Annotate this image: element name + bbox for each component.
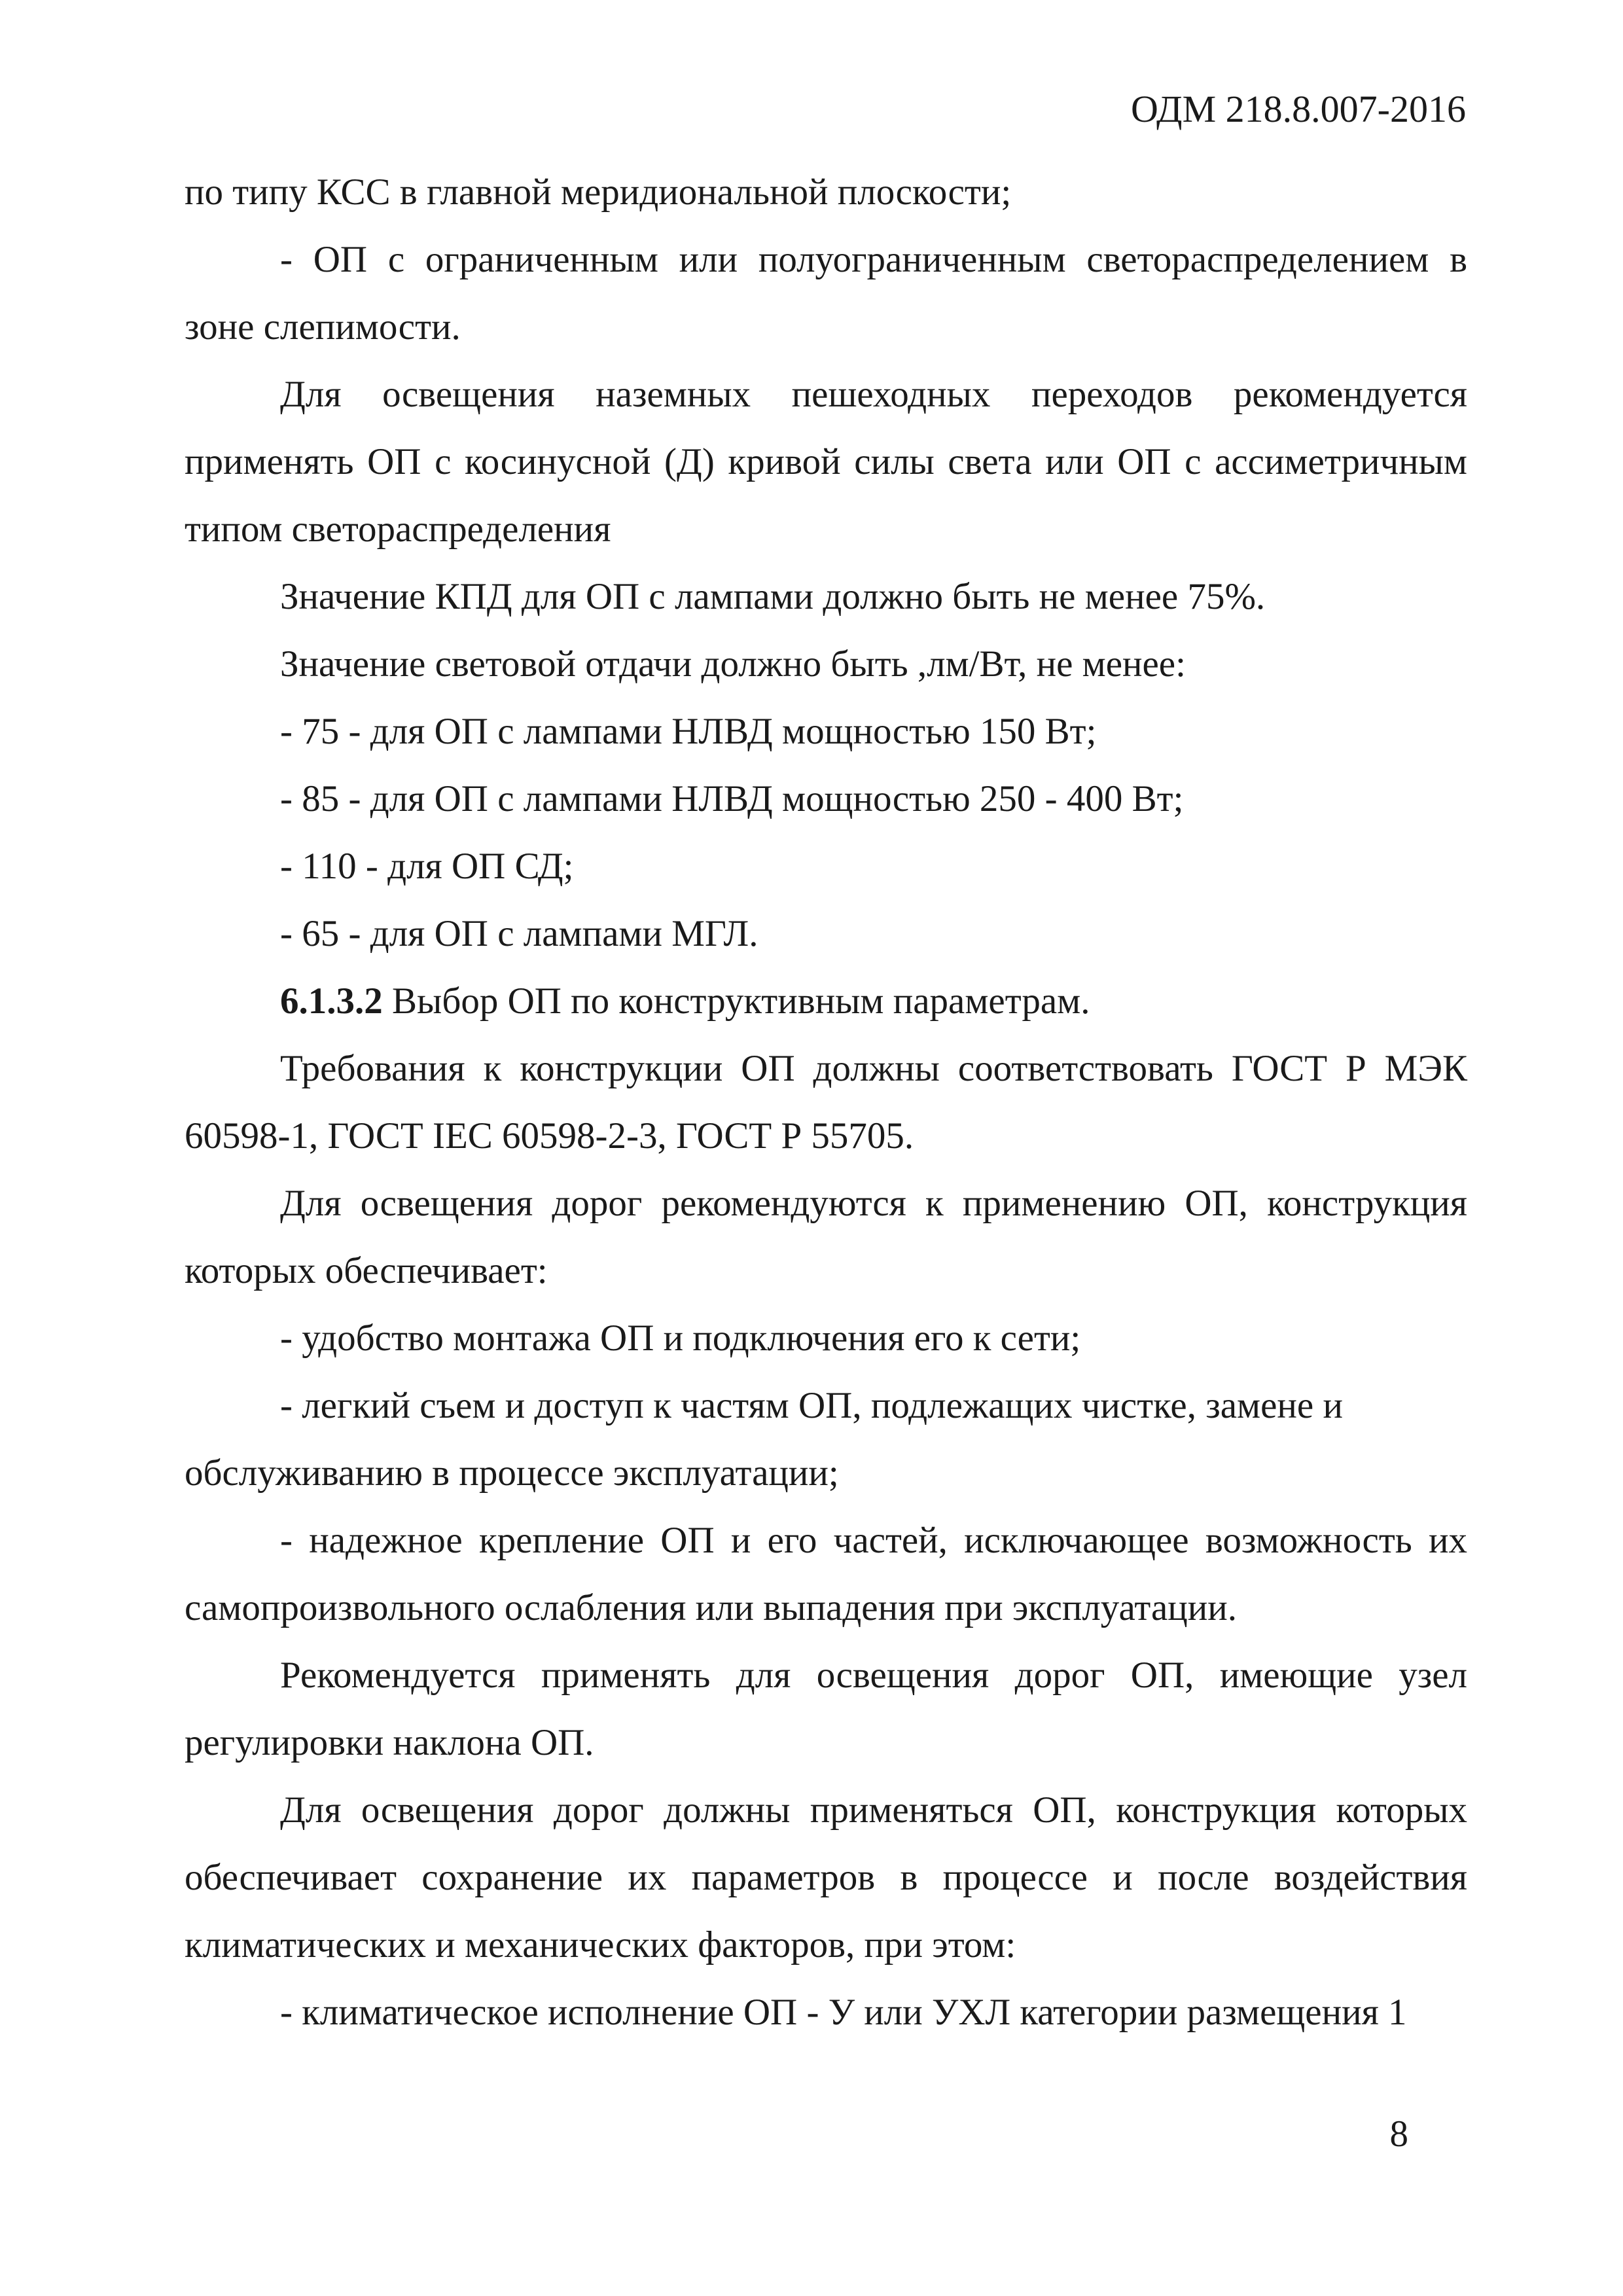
section-title: Выбор ОП по конструктивным параметрам. xyxy=(392,980,1090,1022)
text-line: применять ОП с косинусной (Д) кривой силы света или ОП с ассиметричным xyxy=(185,441,1467,482)
list-item: - 110 - для ОП СД; xyxy=(280,846,574,887)
document-code: ОДМ 218.8.007-2016 xyxy=(1131,88,1466,130)
page-body xyxy=(185,158,1467,2046)
text-line: 60598-1, ГОСТ IEC 60598-2-3, ГОСТ Р 55705. xyxy=(185,1115,914,1157)
section-heading xyxy=(185,967,1467,1035)
text-line: Рекомендуется применять для освещения дорог ОП, имеющие узел xyxy=(280,1655,1467,1696)
text-line: типом светораспределения xyxy=(185,509,611,550)
text-line: зоне слепимости. xyxy=(185,306,461,348)
list-item: - 85 - для ОП с лампами НЛВД мощностью 250 - 400 Вт; xyxy=(280,778,1184,819)
text-line: Значение световой отдачи должно быть ,лм/Вт, не менее: xyxy=(280,643,1186,685)
text-line: по типу КСС в главной меридиональной плоскости; xyxy=(185,171,1012,213)
list-item: - надежное крепление ОП и его частей, исключающее возможность их xyxy=(280,1520,1467,1561)
section-number: 6.1.3.2 xyxy=(280,980,383,1022)
text-line: обслуживанию в процессе эксплуатации; xyxy=(185,1452,839,1494)
list-item: - климатическое исполнение ОП - У или УХЛ категории размещения 1 xyxy=(280,1992,1407,2033)
text-line: Для освещения наземных пешеходных переходов рекомендуется xyxy=(280,374,1467,415)
text-line: Для освещения дорог рекомендуются к применению ОП, конструкция xyxy=(280,1183,1467,1224)
text-line: регулировки наклона ОП. xyxy=(185,1722,594,1763)
text-line: Для освещения дорог должны применяться ОП, конструкция которых xyxy=(280,1789,1467,1831)
list-item: - 75 - для ОП с лампами НЛВД мощностью 150 Вт; xyxy=(280,711,1097,752)
text-line: Значение КПД для ОП с лампами должно быть не менее 75%. xyxy=(280,576,1266,617)
text-line: климатических и механических факторов, при этом: xyxy=(185,1924,1016,1965)
list-item: - удобство монтажа ОП и подключения его к сети; xyxy=(280,1318,1081,1359)
text-line: самопроизвольного ослабления или выпадения при эксплуатации. xyxy=(185,1587,1238,1628)
text-line: обеспечивает сохранение их параметров в процессе и после воздействия xyxy=(185,1857,1467,1898)
text-line: Требования к конструкции ОП должны соответствовать ГОСТ Р МЭК xyxy=(280,1048,1467,1089)
page-number: 8 xyxy=(1389,2113,1408,2155)
text-line: - ОП с ограниченным или полуограниченным светораспределением в xyxy=(280,239,1467,280)
list-item: - 65 - для ОП с лампами МГЛ. xyxy=(280,913,758,954)
list-item: - легкий съем и доступ к частям ОП, подлежащих чистке, замене и xyxy=(280,1385,1343,1426)
text-line: которых обеспечивает: xyxy=(185,1250,548,1291)
